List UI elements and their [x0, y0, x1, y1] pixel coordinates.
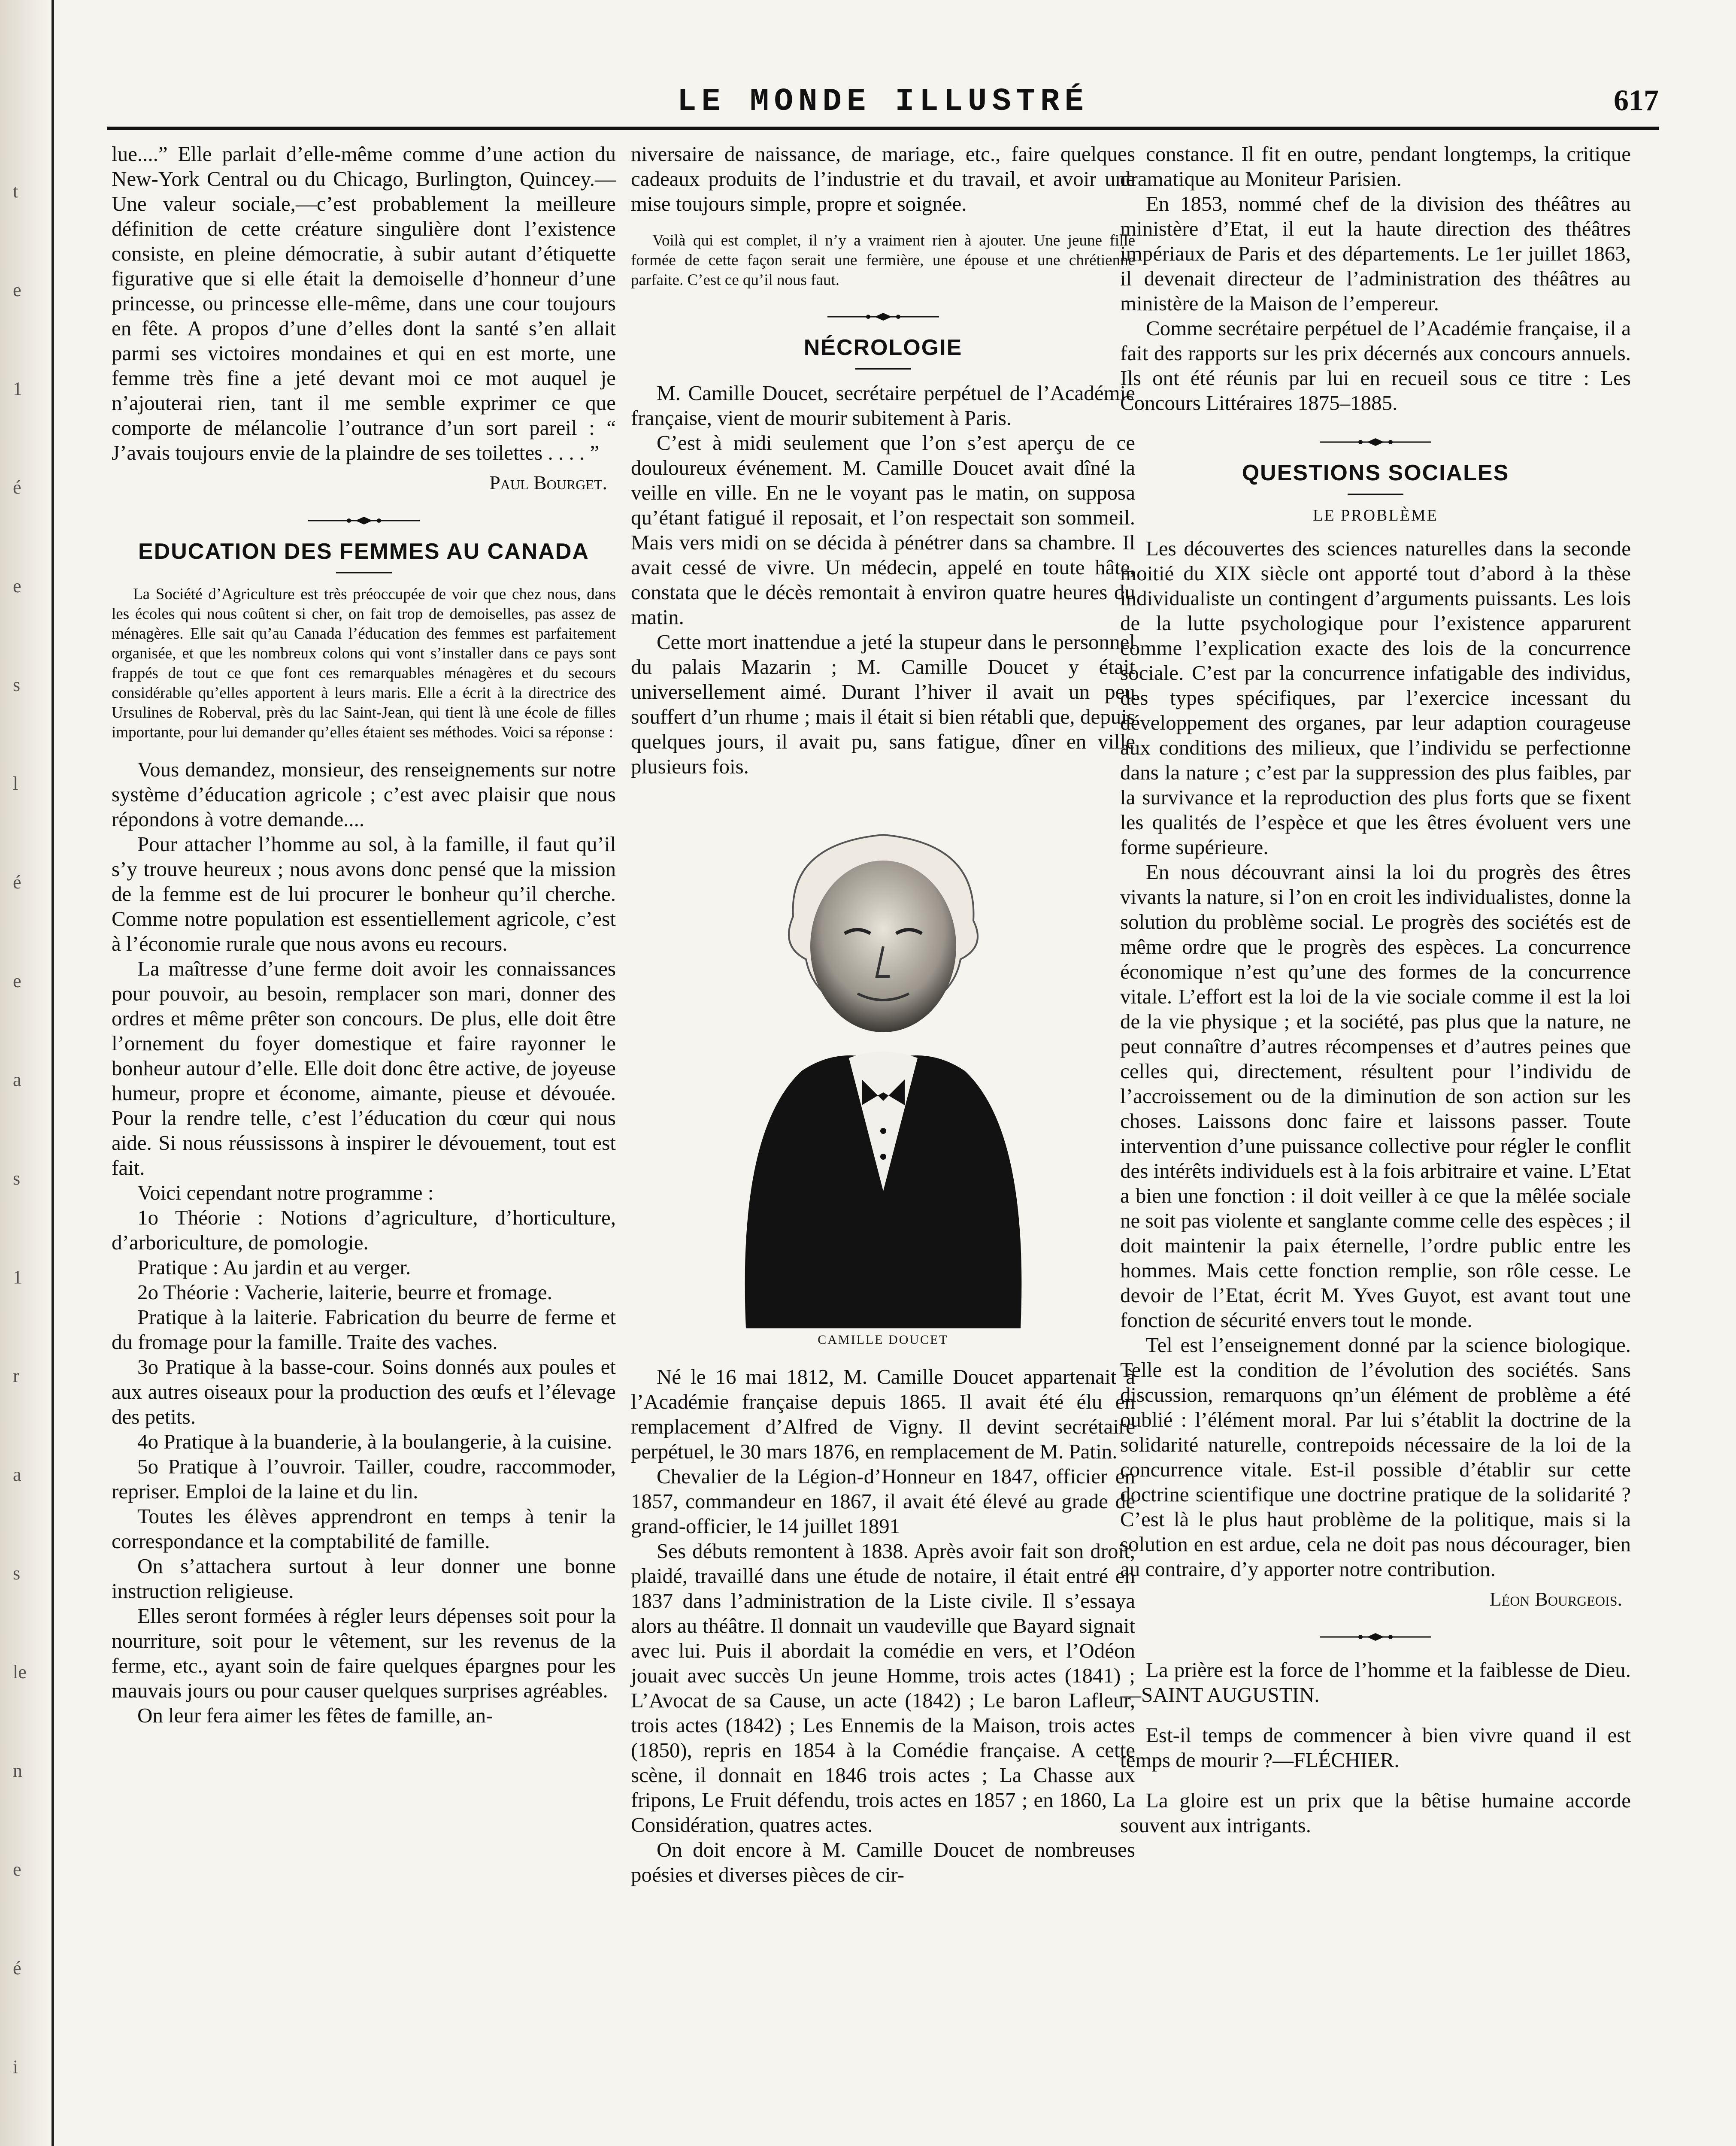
editorial-note: Voilà qui est complet, il n’y a vraiment rien à ajouter. Une jeune fille formée de cette façon serait une fermière, une épouse et une chrétienne parfaite. C’est ce qu’il nous faut.	[631, 232, 1135, 289]
necrologie-title: NÉCROLOGIE	[803, 335, 963, 360]
ornament-rule-icon	[308, 515, 420, 526]
title-rule	[855, 368, 911, 370]
gutter-fragment: é	[13, 1958, 21, 1979]
education-paragraph: 5o Pratique à l’ouvroir. Tailler, coudre, raccommoder, repriser. Emploi de la laine et du lin.	[112, 1455, 616, 1503]
biography-paragraph: Chevalier de la Légion-d’Honneur en 1847, officier en 1857, commandeur en 1867, il avait été élevé au grade de grand-officier, le 14 juillet 1891	[631, 1464, 1135, 1538]
gutter-fragment: i	[13, 2056, 18, 2077]
education-paragraph: 3o Pratique à la basse-cour. Soins donnés aux poules et aux autres oiseaux pour la production des œufs et l’élevage des petits.	[112, 1355, 616, 1428]
bourget-signature: Paul Bourget.	[489, 472, 607, 494]
gutter-fragment: e	[13, 279, 21, 300]
gutter-fragment: é	[13, 477, 21, 498]
education-paragraph: 1o Théorie : Notions d’agriculture, d’horticulture, d’arboriculture, de pomologie.	[112, 1206, 616, 1254]
questions-paragraph: Les découvertes des sciences naturelles dans la seconde moitié du XIX siècle ont apporté tout d’abord à la thèse individualiste un contingent d’arguments puissants. Les lois de la lutte psychologique pour l’existence apparurent comme l’explication exacte des lois de la concurrence sociale. C’est par la concurrence infatigable des individus, des types spécifiques, par l’exercice incessant du développement des organes, par leur adaption courageuse aux conditions des milieux, que l’individu se perfectionne dans la nature ; c’est par la suppression des plus faibles, par la survivance et la reproduction des plus forts que se fixent les qualités de l’espèce et que les êtres évoluent vers une forme supérieure.	[1120, 536, 1631, 859]
education-paragraph: Toutes les élèves apprendront en temps à tenir la correspondance et la comptabilité de famille.	[112, 1504, 616, 1553]
title-rule	[336, 572, 392, 573]
gutter-fragment: e	[13, 1859, 21, 1880]
education-paragraph: Pour attacher l’homme au sol, à la famille, il faut qu’il s’y trouve heureux ; nous avons donc pensé que la mission de la femme est de lui procurer le bonheur qu’il cherche. Comme notre population est essentiellement agricole, c’est à l’économie rurale que nous avons eu recours.	[112, 832, 616, 955]
questions-subtitle: LE PROBLÈME	[1313, 506, 1438, 524]
gutter-fragment: 1	[13, 378, 22, 399]
necrologie-paragraph: M. Camille Doucet, secrétaire perpétuel de l’Académie française, vient de mourir subitement à Paris.	[631, 381, 1135, 430]
necrologie-body	[631, 381, 1135, 779]
ornament-divider	[1120, 437, 1631, 447]
ornament-rule-icon	[827, 312, 939, 322]
gutter-fragment: t	[13, 181, 18, 202]
quotation: La prière est la force de l’homme et la faiblesse de Dieu.—SAINT AUGUSTIN.	[1120, 1658, 1631, 1706]
bourgeois-signature: Léon Bourgeois.	[1489, 1588, 1622, 1610]
gutter-fragment: a	[13, 1069, 21, 1090]
education-intro: La Société d’Agriculture est très préoccupée de voir que chez nous, dans les écoles qui nous coûtent si cher, on fait trop de demoiselles, pas assez de ménagères. Elle sait qu’au Canada l’éducation des femmes est parfaitement organisée, et que les nombreux colons qui vont s’installer dans ce pays sont frappés de tout ce que font ces remarquables ménagères et du secours considérable qu’elles apportent à leurs maris. Elle a écrit à la directrice des Ursulines de Roberval, près du lac Saint-Jean, qui tient là une école de filles importante, pour lui demander qu’elles étaient ses méthodes. Voici sa réponse :	[112, 585, 616, 741]
biography-paragraph: Ses débuts remontent à 1838. Après avoir fait son droit, plaidé, travaillé dans une étude de notaire, il était entré en 1837 dans l’administration de la Liste civile. Il s’essaya alors au théâtre. Il donnait un vaudeville que Bayard signait avec lui. Puis il abordait la comédie en vers, et l’Odéon jouait avec succès Un jeune Homme, trois actes (1841) ; L’Avocat de sa Cause, un acte (1842) ; Le baron Lafleur, trois actes (1842) ; Les Ennemis de la Maison, trois actes (1850), repris en 1854 à la Comédie française. A cette scène, il donnait en 1846 trois actes ; La Chasse aux fripons, Le Fruit défendu, trois actes en 1857 ; en 1860, La Considération, quatres actes.	[631, 1539, 1135, 1837]
necrologie-paragraph: C’est à midi seulement que l’on s’est aperçu de ce douloureux événement. M. Camille Doucet avait dîné la veille en ville. En ne le voyant pas le matin, on supposa qu’étant fatigué il reposait, et l’on respectait son sommeil. Mais vers midi on se décida à pénétrer dans sa chambre. Il avait cessé de vivre. Un médecin, appelé en toute hâte, constata que le décès remontait à environ quatre heures du matin.	[631, 431, 1135, 629]
column-right	[1120, 142, 1631, 1838]
gutter-fragment: é	[13, 872, 21, 893]
column-left	[112, 142, 616, 1728]
biography-paragraph: Né le 16 mai 1812, M. Camille Doucet appartenait à l’Académie française depuis 1865. Il avait été élu en remplacement d’Alfred de Vigny. Il devint secrétaire perpétuel, le 30 mars 1876, en remplacement de M. Patin.	[631, 1365, 1135, 1463]
education-paragraph: Pratique à la laiterie. Fabrication du beurre de ferme et du fromage pour la famille. Traite des vaches.	[112, 1305, 616, 1354]
questions-paragraph: En nous découvrant ainsi la loi du progrès des êtres vivants la nature, si l’on en croit les individualistes, donne la solution du problème social. Le progrès des sociétés est de même ordre que le progrès des espèces. La concurrence économique n’est qu’une des formes de la concurrence vitale. L’effort est la loi de la vie sociale comme il est la loi de la vie physique ; et la société, pas plus que la nature, ne peut connaître d’autres récompenses et d’autres peines que celles qui, directement, résultent pour l’individu de l’accroissement ou de la diminution de son action sur les choses. Laissons donc faire et laissons passer. Toute intervention d’une puissance collective pour régler le conflit des intérêts individuels est à la fois arbitraire et vaine. L’Etat a bien une fonction : il doit veiller à ce que la mêlée sociale ne soit pas violente et sanglante comme celle des espèces ; il doit maintenir la paix éternelle, l’ordre public entre les hommes. Mais cette fonction remplie, son rôle cesse. Le devoir de l’Etat, écrit M. Yves Guyot, est avant tout une fonction de sécurité envers tout le monde.	[1120, 860, 1631, 1332]
gutter-fragment: n	[13, 1760, 22, 1781]
ornament-divider	[631, 312, 1135, 322]
education-paragraph: On leur fera aimer les fêtes de famille, an-	[137, 1703, 493, 1727]
quotation: Est-il temps de commencer à bien vivre quand il est temps de mourir ?—FLÉCHIER.	[1120, 1723, 1631, 1772]
gutter-fragment: s	[13, 674, 21, 695]
camille-doucet-portrait	[720, 805, 1046, 1328]
page-number: 617	[1614, 84, 1659, 117]
education-title: EDUCATION DES FEMMES AU CANADA	[138, 539, 589, 564]
gutter-fragment: le	[13, 1661, 27, 1682]
binding-gutter	[0, 0, 54, 2146]
biography-paragraph: On doit encore à M. Camille Doucet de nombreuses poésies et diverses pièces de cir-	[631, 1838, 1135, 1886]
title-rule	[1348, 494, 1403, 495]
questions-sociales-title: QUESTIONS SOCIALES	[1242, 461, 1509, 485]
education-paragraph: Vous demandez, monsieur, des renseignements sur notre système d’éducation agricole ; c’est avec plaisir que nous répondons à votre demande....	[112, 758, 616, 831]
ornament-divider	[112, 515, 616, 526]
education-paragraph: Pratique : Au jardin et au verger.	[137, 1255, 411, 1279]
ornament-rule-icon	[1320, 437, 1431, 447]
education-paragraph: Voici cependant notre programme :	[137, 1181, 434, 1204]
gutter-fragment: a	[13, 1464, 21, 1485]
education-continuation: niversaire de naissance, de mariage, etc., faire quelques cadeaux produits de l’industrie et du travail, et avoir une mise toujours simple, propre et soignée.	[631, 142, 1135, 215]
gutter-fragment: e	[13, 970, 21, 991]
page-header	[107, 79, 1659, 130]
gutter-fragment: r	[13, 1365, 19, 1386]
education-paragraph: 2o Théorie : Vacherie, laiterie, beurre et fromage.	[137, 1280, 552, 1304]
gutter-fragment: 1	[13, 1267, 22, 1288]
column-middle	[631, 142, 1135, 1887]
portrait-caption: CAMILLE DOUCET	[818, 1333, 948, 1347]
education-paragraph: Elles seront formées à régler leurs dépenses soit pour la nourriture, soit pour le vêtement, sur les revenus de la ferme, etc., ayant soin de faire quelques épargnes pour les mauvais jours ou pour causer quelques surprises agréables.	[112, 1604, 616, 1702]
gutter-fragment: l	[13, 773, 18, 794]
biography-paragraph: constance. Il fit en outre, pendant longtemps, la critique dramatique au Moniteur Parisien.	[1120, 142, 1631, 191]
education-paragraph: La maîtresse d’une ferme doit avoir les connaissances pour pouvoir, au besoin, remplacer son mari, donner des ordres et même prêter son concours. De plus, elle doit être l’ornement du foyer domestique et faire rayonner le bonheur autour d’elle. Elle doit donc être active, de joyeuse humeur, propre et économe, aimante, pieuse et dévouée. Pour la rendre telle, c’est l’éducation du cœur qui nous aide. Si nous réussissons à inspirer le dévouement, tout est fait.	[112, 957, 616, 1179]
bourget-paragraph: lue....” Elle parlait d’elle-même comme d’une action du New-York Central ou du Chicago, Burlington, Quincey.—Une valeur sociale,—c’est probablement la meilleure définition de cette créature singulière dont l’existence consiste, en pleine démocratie, à subir autant d’étiquette figurative que si elle était la demoiselle d’honneur d’une princesse, ou princesse elle-même, dans une cour toujours en fête. A propos d’une d’elles dont la santé s’en allait parmi ses victoires mondaines et qui en est morte, une femme très fine a jeté devant moi ce mot auquel je n’ajouterai rien, tant il me semble exprimer ce que comporte de mélancolie l’outrance d’un sort pareil : “ J’avais toujours envie de la plaindre de ses toilettes . . . . ”	[112, 142, 616, 464]
questions-paragraph: Tel est l’enseignement donné par la science biologique. Telle est la condition de l’évolution des sociétés. Sans discussion, remarquons qn’un élément de problème a été oublié : l’élément moral. Par lui s’établit la doctrine de la solidarité naturelle, contrepoids nécessaire de la loi de la concurrence vitale. Est-il possible d’établir sur cette doctrine scientifique une doctrine pratique de la solidarité ? C’est là le plus haut problème de la politique, mais si la solution en est ardue, cela ne doit pas nous décourager, bien au contraire, d’y apporter notre contribution.	[1120, 1333, 1631, 1581]
gutter-fragment: s	[13, 1563, 21, 1584]
quotes-block	[1120, 1658, 1631, 1838]
gutter-fragment: e	[13, 576, 21, 597]
necrologie-paragraph: Cette mort inattendue a jeté la stupeur dans le personnel du palais Mazarin ; M. Camille Doucet y était universellement aimé. Durant l’hiver il avait un peu souffert d’un rhume ; mais il était si bien rétabli que, depuis quelques jours, il avait pu, sans fatigue, dîner en ville plusieurs fois.	[631, 630, 1135, 778]
biography-continuation	[1120, 142, 1631, 415]
quotation: La gloire est un prix que la bêtise humaine accorde souvent aux intrigants.	[1120, 1788, 1631, 1837]
ornament-rule-icon	[1320, 1632, 1431, 1642]
biography-body	[631, 1364, 1135, 1887]
gutter-fragment: s	[13, 1168, 21, 1189]
ornament-divider	[1120, 1632, 1631, 1642]
biography-paragraph: En 1853, nommé chef de la division des théâtres au ministère d’Etat, il eut la haute direction des théâtres impériaux de Paris et des départements. Le 1er juillet 1863, il devenait directeur de l’administration des théâtres au ministère de la Maison de l’empereur.	[1120, 192, 1631, 315]
education-paragraph: 4o Pratique à la buanderie, à la boulangerie, à la cuisine.	[137, 1430, 612, 1453]
biography-paragraph: Comme secrétaire perpétuel de l’Académie française, il a fait des rapports sur les prix décernés aux concours annuels. Ils ont été réunis par lui en recueil sous ce titre : Les Concours Littéraires 1875–1885.	[1120, 316, 1631, 415]
masthead: LE MONDE ILLUSTRÉ	[677, 84, 1089, 120]
questions-body	[1120, 536, 1631, 1582]
education-body	[112, 757, 616, 1728]
education-paragraph: On s’attachera surtout à leur donner une bonne instruction religieuse.	[112, 1554, 616, 1603]
